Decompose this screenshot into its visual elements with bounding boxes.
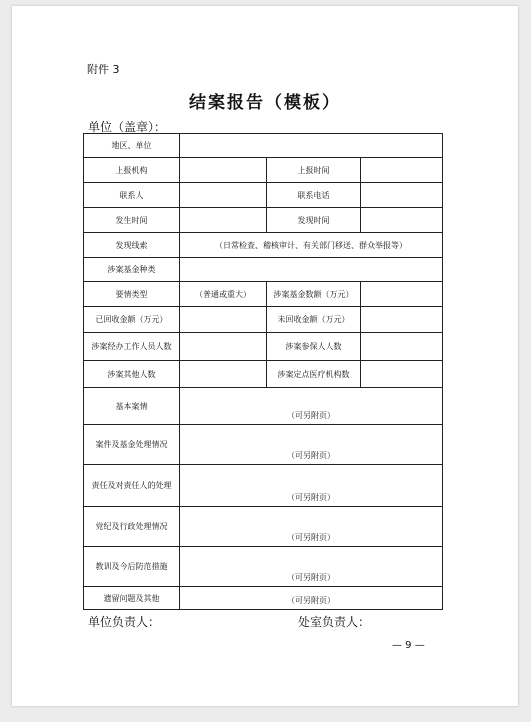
contact-phone-value[interactable] xyxy=(361,183,443,208)
unrecovered-label: 未回收金额（万元） xyxy=(267,307,361,333)
table-row xyxy=(84,425,443,465)
basic-note[interactable]: （可另附页） xyxy=(180,388,443,425)
case-type-note[interactable]: （普通或重大） xyxy=(180,282,267,307)
case-report-form xyxy=(83,133,443,610)
report-org-value[interactable] xyxy=(180,158,267,183)
region-value[interactable] xyxy=(180,134,443,158)
report-time-label: 上报时间 xyxy=(267,158,361,183)
table-row xyxy=(84,307,443,333)
table-row xyxy=(84,258,443,282)
basic-label: 基本案情 xyxy=(84,388,180,425)
medical-count-value[interactable] xyxy=(361,361,443,388)
occur-time-value[interactable] xyxy=(180,208,267,233)
office-head-label: 处室负责人： xyxy=(298,615,371,629)
others-count-value[interactable] xyxy=(180,361,267,388)
case-type-label: 要情类型 xyxy=(84,282,180,307)
remaining-note[interactable]: （可另附页） xyxy=(180,587,443,610)
discover-time-value[interactable] xyxy=(361,208,443,233)
fund-type-label: 涉案基金种类 xyxy=(84,258,180,282)
responsibility-note[interactable]: （可另附页） xyxy=(180,465,443,507)
discover-time-label: 发现时间 xyxy=(267,208,361,233)
fund-amount-value[interactable] xyxy=(361,282,443,307)
unit-head-label: 单位负责人： xyxy=(88,615,161,629)
table-row xyxy=(84,233,443,258)
contact-value[interactable] xyxy=(180,183,267,208)
table-row xyxy=(84,158,443,183)
responsibility-label: 责任及对责任人的处理 xyxy=(84,465,180,507)
staff-count-label: 涉案经办工作人员人数 xyxy=(84,333,180,361)
table-row xyxy=(84,547,443,587)
table-row xyxy=(84,183,443,208)
table-row xyxy=(84,507,443,547)
handling-label: 案件及基金处理情况 xyxy=(84,425,180,465)
table-row xyxy=(84,134,443,158)
attachment-label: 附件 3 xyxy=(87,63,120,76)
recovered-value[interactable] xyxy=(180,307,267,333)
clue-note[interactable]: （日常检查、稽核审计、有关部门移送、群众举报等） xyxy=(180,233,443,258)
table-row xyxy=(84,333,443,361)
lessons-label: 教训及今后防范措施 xyxy=(84,547,180,587)
recovered-label: 已回收金额（万元） xyxy=(84,307,180,333)
table-row xyxy=(84,388,443,425)
occur-time-label: 发生时间 xyxy=(84,208,180,233)
page-title: 结案报告（模板） xyxy=(189,93,341,113)
discipline-note[interactable]: （可另附页） xyxy=(180,507,443,547)
table-row xyxy=(84,361,443,388)
clue-label: 发现线索 xyxy=(84,233,180,258)
unrecovered-value[interactable] xyxy=(361,307,443,333)
table-row xyxy=(84,208,443,233)
fund-type-value[interactable] xyxy=(180,258,443,282)
table-row xyxy=(84,465,443,507)
fund-amount-label: 涉案基金数额（万元） xyxy=(267,282,361,307)
page-number: — 9 — xyxy=(392,640,425,651)
discipline-label: 党纪及行政处理情况 xyxy=(84,507,180,547)
others-count-label: 涉案其他人数 xyxy=(84,361,180,388)
region-label: 地区、单位 xyxy=(84,134,180,158)
contact-label: 联系人 xyxy=(84,183,180,208)
staff-count-value[interactable] xyxy=(180,333,267,361)
contact-phone-label: 联系电话 xyxy=(267,183,361,208)
remaining-label: 遗留问题及其他 xyxy=(84,587,180,610)
insured-count-label: 涉案参保人人数 xyxy=(267,333,361,361)
medical-count-label: 涉案定点医疗机构数 xyxy=(267,361,361,388)
report-org-label: 上报机构 xyxy=(84,158,180,183)
lessons-note[interactable]: （可另附页） xyxy=(180,547,443,587)
report-time-value[interactable] xyxy=(361,158,443,183)
unit-seal-label: 单位（盖章）： xyxy=(88,120,167,134)
table-row xyxy=(84,587,443,610)
document-page xyxy=(12,6,518,706)
insured-count-value[interactable] xyxy=(361,333,443,361)
table-row xyxy=(84,282,443,307)
handling-note[interactable]: （可另附页） xyxy=(180,425,443,465)
